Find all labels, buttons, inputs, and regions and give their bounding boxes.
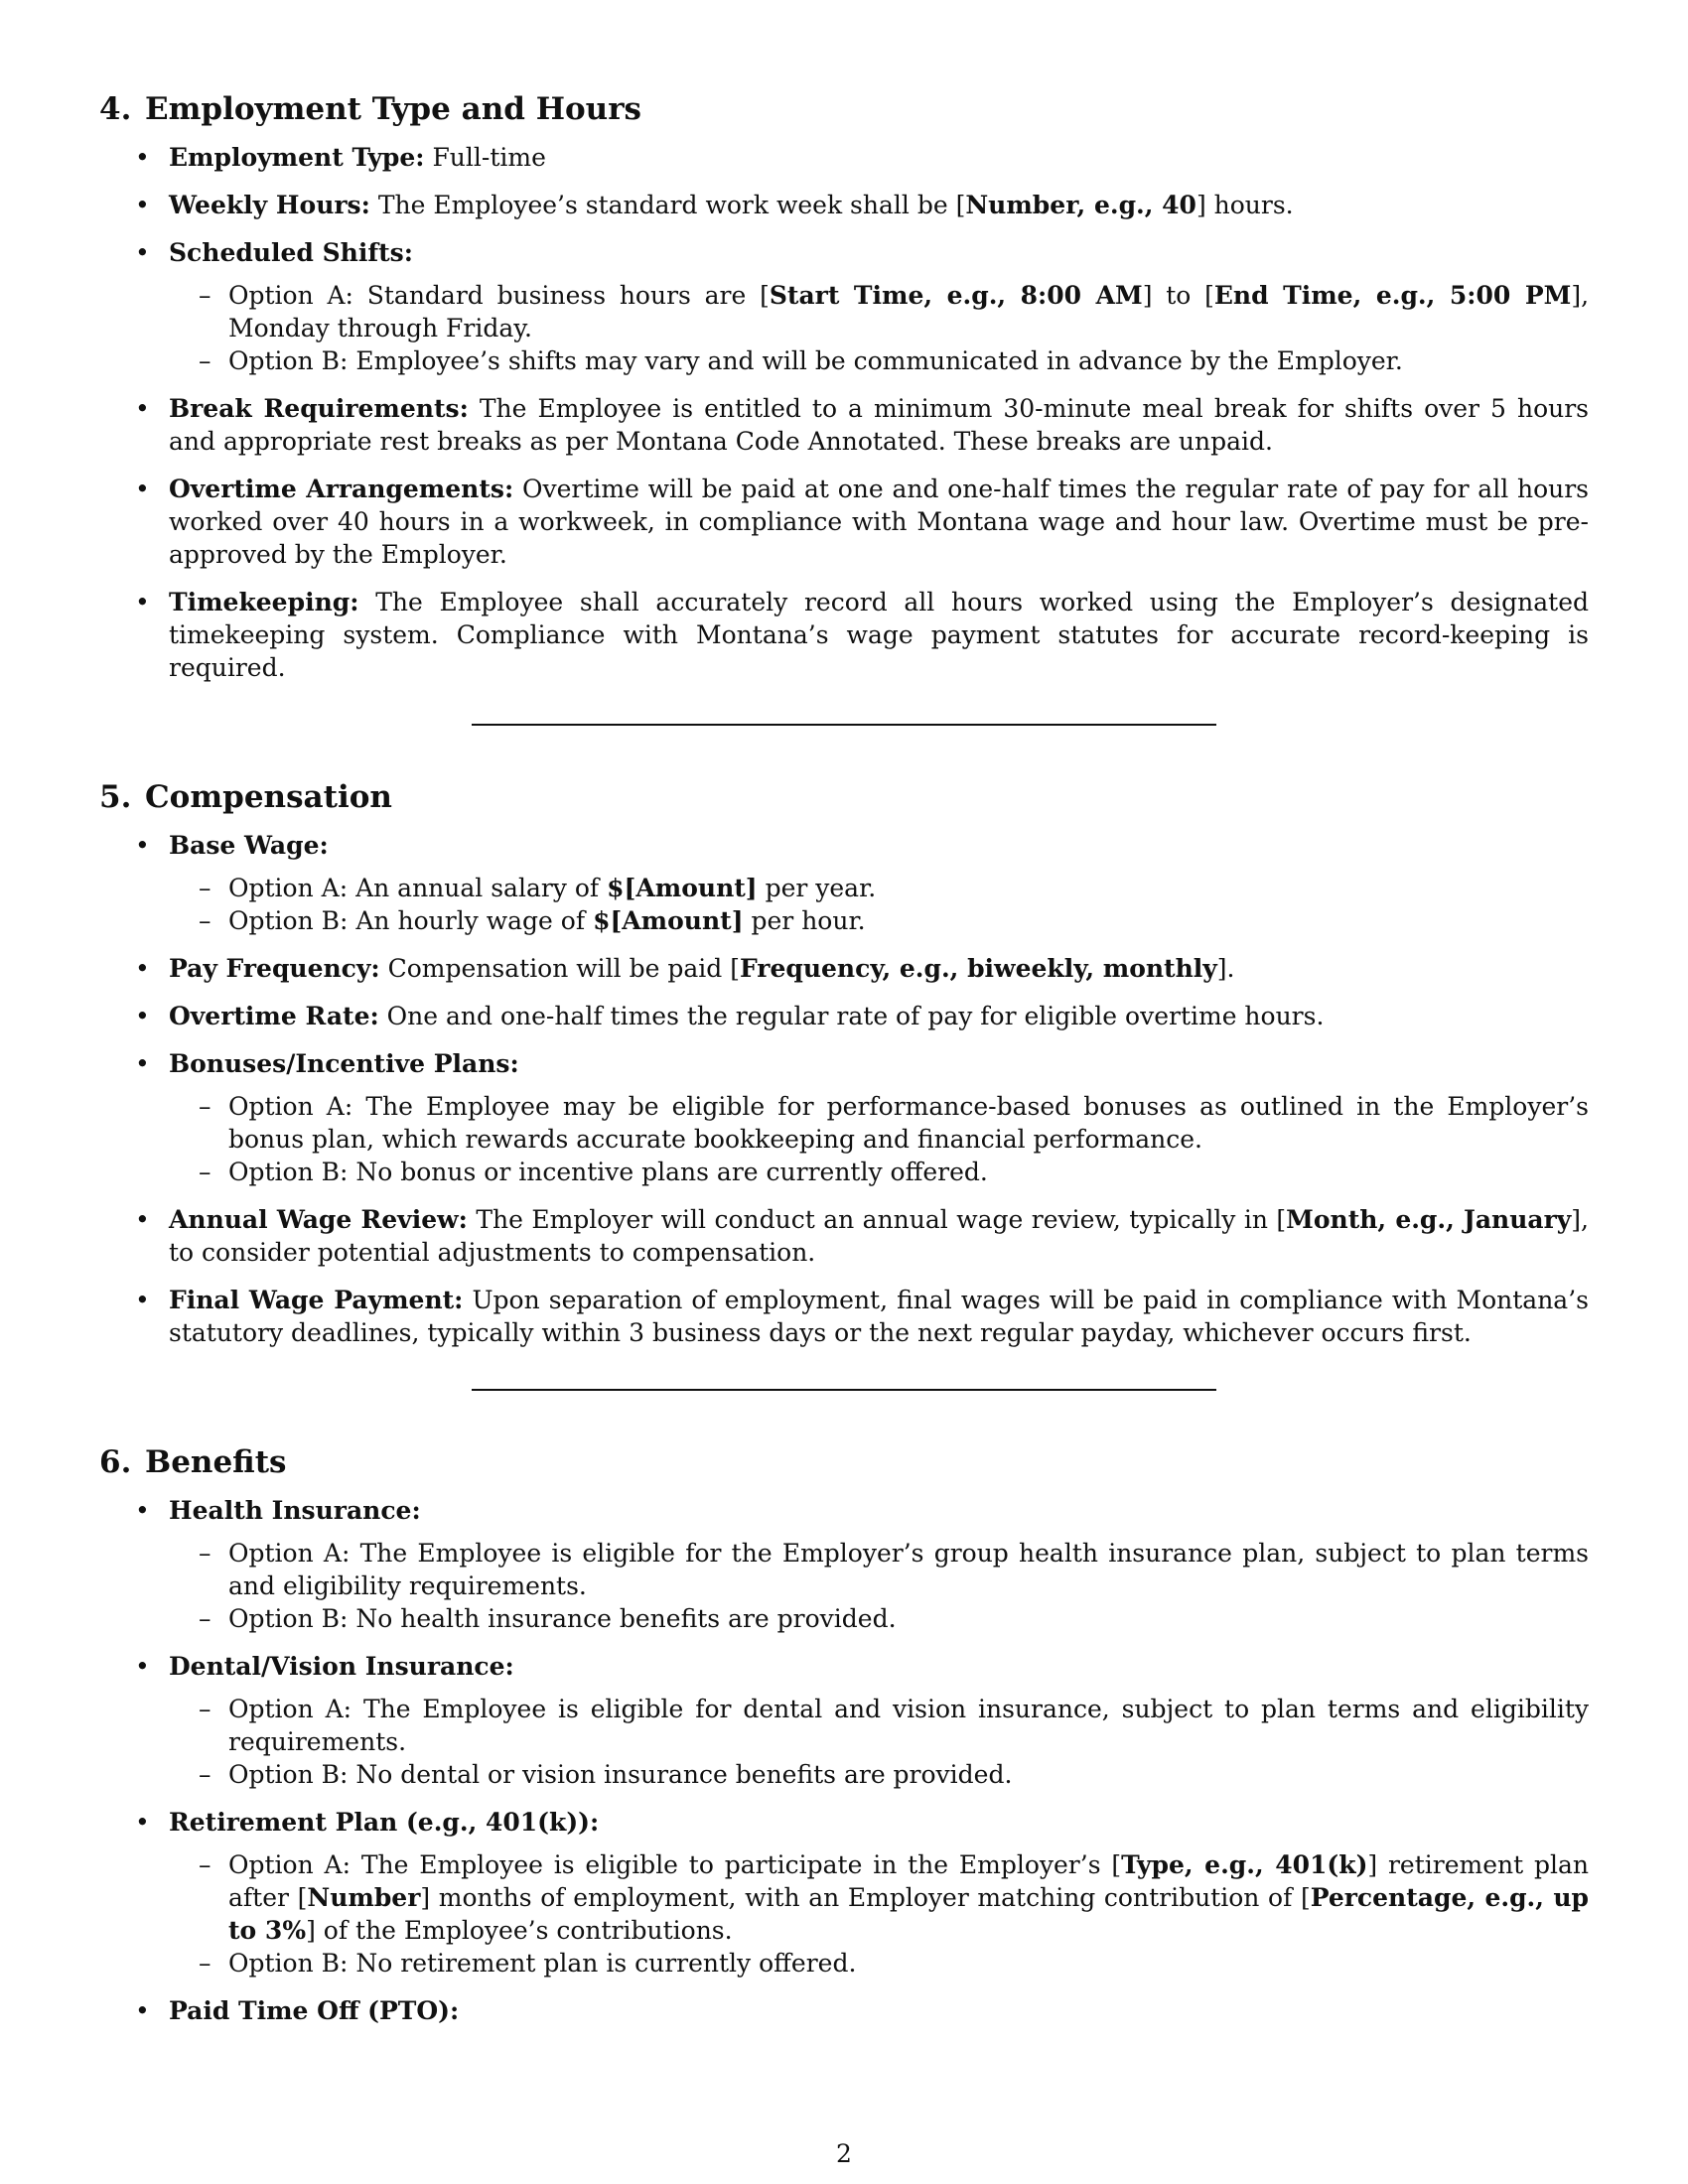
list-item: • Dental/Vision Insurance: – Option A: The Employee is eligible for dental and vision insurance, subject to plan terms and eligibility requirements. – Option B: No dental or vision insurance benefits are provided. — [99, 1650, 1589, 1791]
list-item: • Retirement Plan (e.g., 401(k)): – Option A: The Employee is eligible to participate in the Employer’s [Type, e.g., 401(k)] retirement plan after [Number] months of employment, with an Employer matching contribution of [Percentage, e.g., up to 3%] of the Employee’s contributions. – Option B: No retirement plan is currently offered. — [99, 1806, 1589, 1979]
list-item: • Bonuses/Incentive Plans: – Option A: The Employee may be eligible for performance-based bonuses as outlined in the Employer’s bonus plan, which rewards accurate bookkeeping and financial performance. – Option B: No bonus or incentive plans are currently offered. — [99, 1047, 1589, 1188]
list-item: • Final Wage Payment: Upon separation of employment, final wages will be paid in compliance with Montana’s statutory deadlines, typically within 3 business days or the next regular payday, whichever occurs first. — [99, 1284, 1589, 1349]
sub-item: – Option B: Employee’s shifts may vary and will be communicated in advance by the Employer. — [169, 344, 1589, 377]
sub-item: – Option A: The Employee is eligible to participate in the Employer’s [Type, e.g., 401(k)] retirement plan after [Number] months of employment, with an Employer matching contribution of [Percentage, e.g., up to 3%] of the Employee’s contributions. — [169, 1848, 1589, 1947]
list-item: • Paid Time Off (PTO): — [99, 1994, 1589, 2027]
sub-item: – Option A: The Employee may be eligible for performance-based bonuses as outlined in the Employer’s bonus plan, which rewards accurate bookkeeping and financial performance. — [169, 1090, 1589, 1156]
section-5 — [99, 777, 1589, 1349]
list-item: • Overtime Arrangements: Overtime will be paid at one and one-half times the regular rate of pay for all hours worked over 40 hours in a workweek, in compliance with Montana wage and hour law. Overtime must be pre-approved by the Employer. — [99, 473, 1589, 571]
list-item: • Overtime Rate: One and one-half times the regular rate of pay for eligible overtime hours. — [99, 1000, 1589, 1032]
section-heading: 5. Compensation — [99, 779, 392, 815]
list-item: • Annual Wage Review: The Employer will conduct an annual wage review, typically in [Month, e.g., January], to consider potential adjustments to compensation. — [99, 1203, 1589, 1269]
sub-item: – Option A: Standard business hours are [Start Time, e.g., 8:00 AM] to [End Time, e.g., 5:00 PM], Monday through Friday. — [169, 279, 1589, 344]
list-item: • Timekeeping: The Employee shall accurately record all hours worked using the Employer’s designated timekeeping system. Compliance with Montana’s wage payment statutes for accurate record-keeping is required. — [99, 586, 1589, 684]
sub-item: – Option A: An annual salary of $[Amount] per year. — [169, 872, 1589, 904]
section-4 — [99, 89, 1589, 684]
list-item: • Pay Frequency: Compensation will be paid [Frequency, e.g., biweekly, monthly]. — [99, 952, 1589, 985]
document-page — [99, 89, 1589, 2027]
page-number: 2 — [836, 2139, 852, 2168]
sub-item: – Option A: The Employee is eligible for dental and vision insurance, subject to plan terms and eligibility requirements. — [169, 1693, 1589, 1758]
list-item: • Health Insurance: – Option A: The Employee is eligible for the Employer’s group health insurance plan, subject to plan terms and eligibility requirements. – Option B: No health insurance benefits are provided. — [99, 1494, 1589, 1635]
sub-item: – Option A: The Employee is eligible for the Employer’s group health insurance plan, subject to plan terms and eligibility requirements. — [169, 1537, 1589, 1602]
list-item: • Break Requirements: The Employee is entitled to a minimum 30-minute meal break for shifts over 5 hours and appropriate rest breaks as per Montana Code Annotated. These breaks are unpaid. — [99, 392, 1589, 458]
sub-item: – Option B: An hourly wage of $[Amount] per hour. — [169, 904, 1589, 937]
list-item: • Scheduled Shifts: – Option A: Standard business hours are [Start Time, e.g., 8:00 AM] to [End Time, e.g., 5:00 PM], Monday through Friday. – Option B: Employee’s shifts may vary and will be communicated in advance by the Employer. — [99, 236, 1589, 377]
section-heading: 4. Employment Type and Hours — [99, 91, 641, 127]
list-item: • Weekly Hours: The Employee’s standard work week shall be [Number, e.g., 40] hours. — [99, 189, 1589, 221]
section-heading: 6. Benefits — [99, 1444, 287, 1480]
sub-item: – Option B: No dental or vision insurance benefits are provided. — [169, 1758, 1589, 1791]
list-item: • Employment Type: Full-time — [99, 141, 1589, 174]
list-item: • Base Wage: – Option A: An annual salary of $[Amount] per year. – Option B: An hourly wage of $[Amount] per hour. — [99, 829, 1589, 937]
section-6 — [99, 1442, 1589, 2027]
sub-item: – Option B: No health insurance benefits are provided. — [169, 1602, 1589, 1635]
sub-item: – Option B: No retirement plan is currently offered. — [169, 1947, 1589, 1979]
sub-item: – Option B: No bonus or incentive plans are currently offered. — [169, 1156, 1589, 1188]
